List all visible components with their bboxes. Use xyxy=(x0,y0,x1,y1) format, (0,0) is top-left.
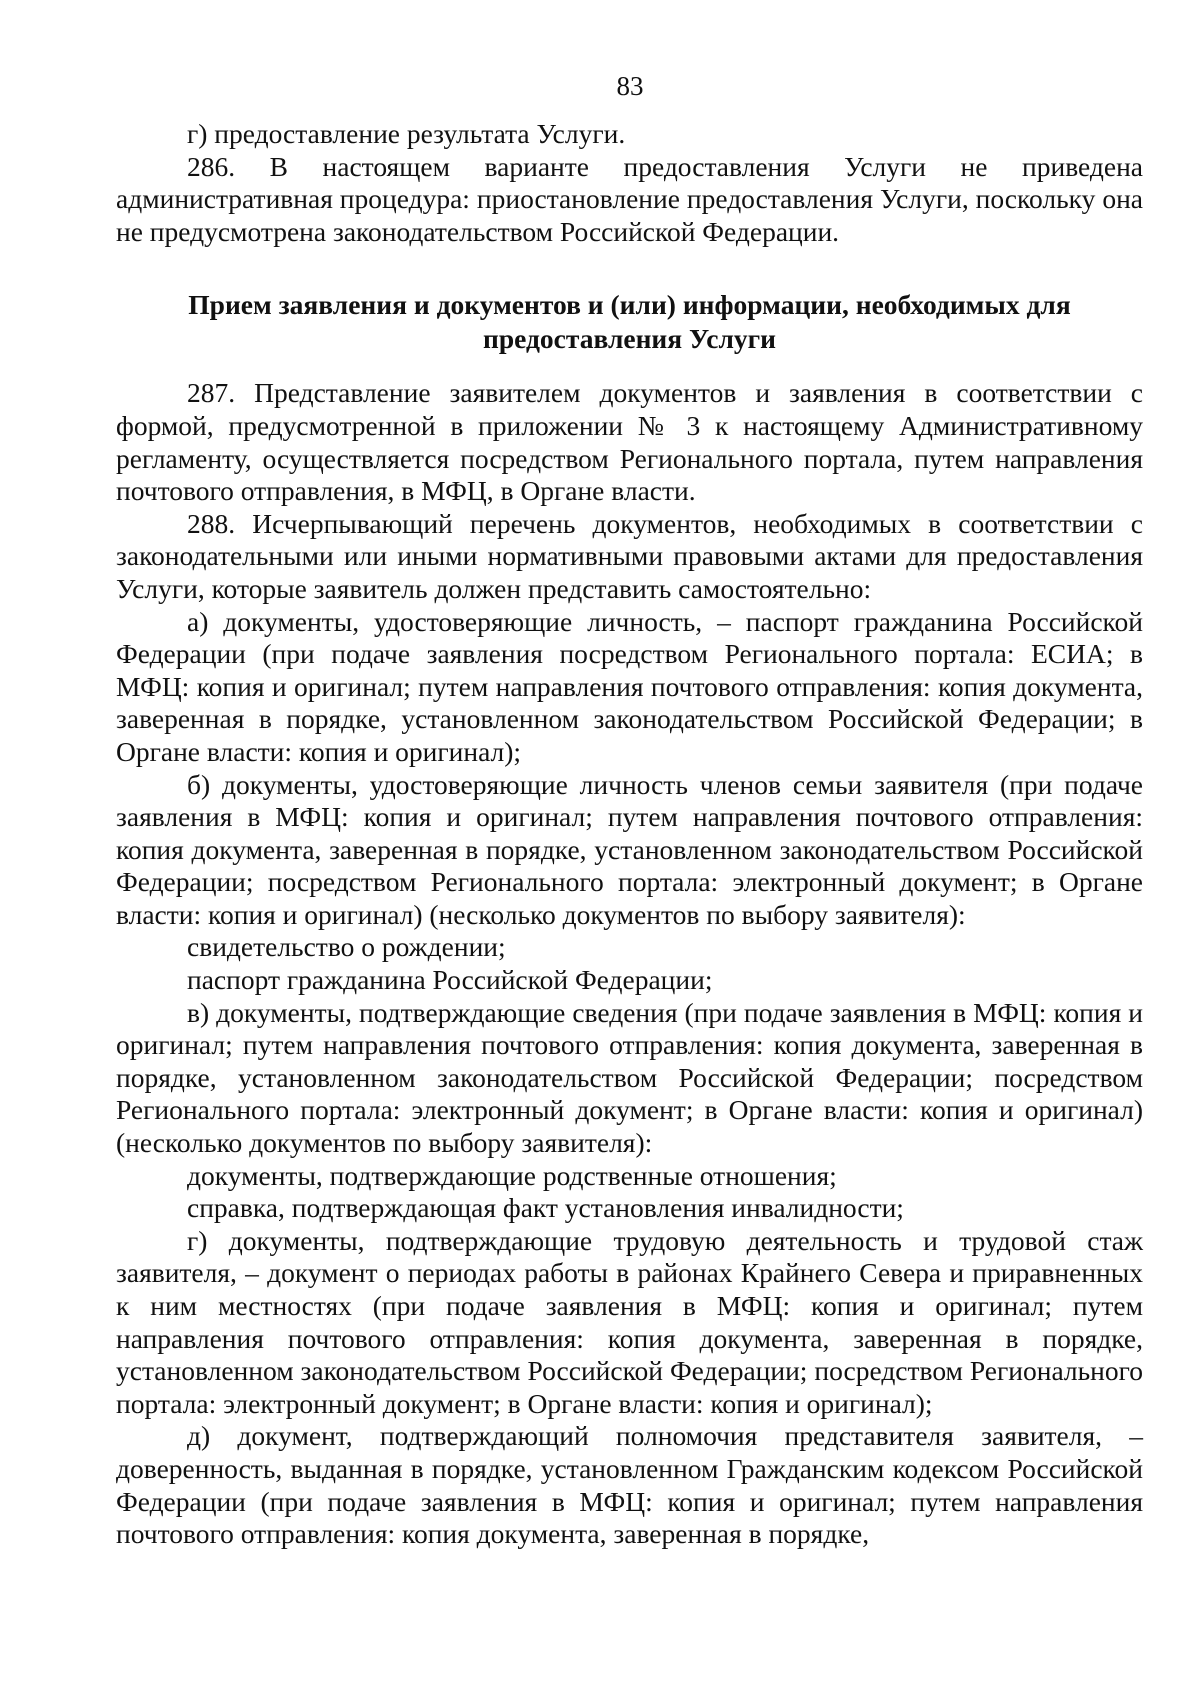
sub-item-birth-certificate: свидетельство о рождении; xyxy=(187,931,506,963)
list-item-d: д) документ, подтверждающий полномочия представителя заявителя, – доверенность, выданная в порядке, установленном Гражданским кодексом Российской Федерации (при подаче заявления в МФЦ: копия и оригинал; путем направления почтового отправления: копия документа, заверенная в порядке, xyxy=(116,1420,1143,1550)
document-body xyxy=(116,118,1143,1551)
list-item-v: в) документы, подтверждающие сведения (при подаче заявления в МФЦ: копия и оригинал; путем направления почтового отправления: копия документа, заверенная в порядке, установленном законодательством Российской Федерации; посредством Регионального портала: электронный документ; в Органе власти: копия и оригинал) (несколько документов по выбору заявителя): xyxy=(116,996,1143,1159)
sub-item-kinship-documents: документы, подтверждающие родственные отношения; xyxy=(187,1159,837,1191)
sub-item-passport: паспорт гражданина Российской Федерации; xyxy=(187,964,713,996)
sub-item-disability-certificate: справка, подтверждающая факт установления инвалидности; xyxy=(187,1192,904,1224)
list-item-g: г) документы, подтверждающие трудовую деятельность и трудовой стаж заявителя, – документ о периодах работы в районах Крайнего Севера и приравненных к ним местностях (при подаче заявления в МФЦ: копия и оригинал; путем направления почтового отправления: копия документа, заверенная в порядке, установленном законодательством Российской Федерации; посредством Регионального портала: электронный документ; в Органе власти: копия и оригинал); xyxy=(116,1224,1143,1419)
section-heading: Прием заявления и документов и (или) информации, необходимых для предоставления Услуги xyxy=(188,289,1071,355)
paragraph-287: 287. Представление заявителем документов и заявления в соответствии с формой, предусмотренной в приложении № 3 к настоящему Административному регламенту, осуществляется посредством Регионального портала, путем направления почтового отправления, в МФЦ, в Органе власти. xyxy=(116,377,1143,507)
list-item-b: б) документы, удостоверяющие личность членов семьи заявителя (при подаче заявления в МФЦ: копия и оригинал; путем направления почтового отправления: копия документа, заверенная в порядке, установленном законодательством Российской Федерации; посредством Регионального портала: электронный документ; в Органе власти: копия и оригинал) (несколько документов по выбору заявителя): xyxy=(116,768,1143,930)
paragraph-result-item: г) предоставление результата Услуги. xyxy=(187,118,626,149)
paragraph-288: 288. Исчерпывающий перечень документов, необходимых в соответствии с законодательными или иными нормативными правовыми актами для предоставления Услуги, которые заявитель должен представить самостоятельно: xyxy=(116,507,1143,604)
page-number: 83 xyxy=(616,71,644,101)
list-item-a: а) документы, удостоверяющие личность, – паспорт гражданина Российской Федерации (при подаче заявления посредством Регионального портала: ЕСИА; в МФЦ: копия и оригинал; путем направления почтового отправления: копия документа, заверенная в порядке, установленном законодательством Российской Федерации; в Органе власти: копия и оригинал); xyxy=(116,605,1143,767)
paragraph-286: 286. В настоящем варианте предоставления Услуги не приведена административная процедура: приостановление предоставления Услуги, поскольку она не предусмотрена законодательством Российской Федерации. xyxy=(116,150,1143,247)
